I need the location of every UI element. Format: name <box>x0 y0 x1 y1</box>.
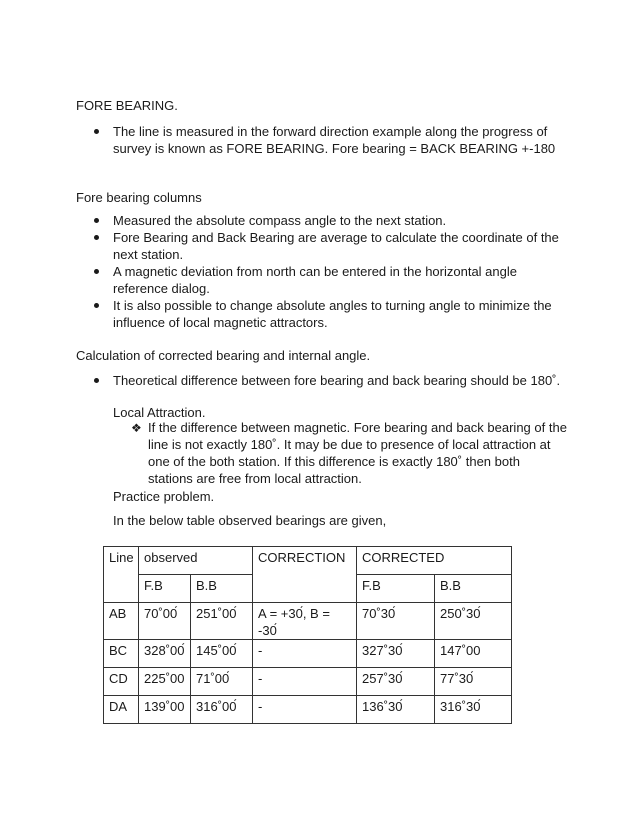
col-header-correction: CORRECTION <box>253 547 357 603</box>
table-row <box>104 603 512 640</box>
col-header-corrected: CORRECTED <box>357 547 512 575</box>
table-row <box>104 696 512 724</box>
table-row <box>104 668 512 696</box>
list-item: A magnetic deviation from north can be entered in the horizontal angle reference dialog. <box>113 263 573 297</box>
table-cell: 77˚30́ <box>435 668 512 696</box>
list-item: Fore Bearing and Back Bearing are average to calculate the coordinate of the next station. <box>113 229 573 263</box>
table-row <box>104 640 512 668</box>
practice-problem-title: Practice problem. <box>113 489 215 504</box>
local-attraction-list <box>131 419 568 487</box>
table-cell: CD <box>104 668 139 696</box>
table-cell: 70˚30́ <box>357 603 435 640</box>
table-cell: AB <box>104 603 139 640</box>
table-cell: 136˚30́ <box>357 696 435 724</box>
table-cell: A = +30́, B = -30́ <box>253 603 357 640</box>
list-item: It is also possible to change absolute angles to turning angle to minimize the influence of local magnetic attractors. <box>113 297 573 331</box>
table-cell: 225˚00 <box>139 668 191 696</box>
fore-bearing-list <box>113 123 573 157</box>
subheader-observed-bb: B.B <box>191 575 253 603</box>
fore-bearing-heading: FORE BEARING. <box>76 98 178 113</box>
table-cell: - <box>253 640 357 668</box>
subheader-corrected-fb: F.B <box>357 575 435 603</box>
bearings-table <box>103 546 512 724</box>
diamond-bullet-icon: ❖ <box>131 421 142 435</box>
list-item: Measured the absolute compass angle to the next station. <box>113 212 573 229</box>
subheader-corrected-bb: B.B <box>435 575 512 603</box>
fore-bearing-columns-heading: Fore bearing columns <box>76 190 202 205</box>
table-cell: 145˚00́ <box>191 640 253 668</box>
local-attraction-title: Local Attraction. <box>113 405 206 420</box>
table-cell: DA <box>104 696 139 724</box>
table-cell: 328˚00́ <box>139 640 191 668</box>
local-attraction-text: If the difference between magnetic. Fore bearing and back bearing of the line is not exactly 180˚. It may be due to presence of local attraction at one of the both station. If this difference is exactly 180˚ then both stations are free from local attraction. <box>148 420 567 486</box>
table-cell: 316˚00́ <box>191 696 253 724</box>
calculation-list <box>113 372 573 389</box>
table-cell: BC <box>104 640 139 668</box>
list-item <box>131 419 568 487</box>
table-intro: In the below table observed bearings are given, <box>113 513 387 528</box>
table-cell: 147˚00 <box>435 640 512 668</box>
table-cell: 71˚00́ <box>191 668 253 696</box>
table-cell: 316˚30́ <box>435 696 512 724</box>
list-item: The line is measured in the forward direction example along the progress of survey is known as FORE BEARING. Fore bearing = BACK BEARING +-180 <box>113 123 573 157</box>
table-cell: 257˚30́ <box>357 668 435 696</box>
list-item: Theoretical difference between fore bearing and back bearing should be 180˚. <box>113 372 573 389</box>
subheader-observed-fb: F.B <box>139 575 191 603</box>
table-cell: 251˚00́ <box>191 603 253 640</box>
table-cell: - <box>253 696 357 724</box>
table-cell: 327˚30́ <box>357 640 435 668</box>
calculation-heading: Calculation of corrected bearing and internal angle. <box>76 348 371 363</box>
table-header-row <box>104 547 512 575</box>
col-header-observed: observed <box>139 547 253 575</box>
table-cell: 250˚30́ <box>435 603 512 640</box>
fore-bearing-columns-list <box>113 212 573 331</box>
col-header-line: Line <box>104 547 139 603</box>
table-cell: 139˚00 <box>139 696 191 724</box>
table-cell: 70˚00́ <box>139 603 191 640</box>
table-cell: - <box>253 668 357 696</box>
